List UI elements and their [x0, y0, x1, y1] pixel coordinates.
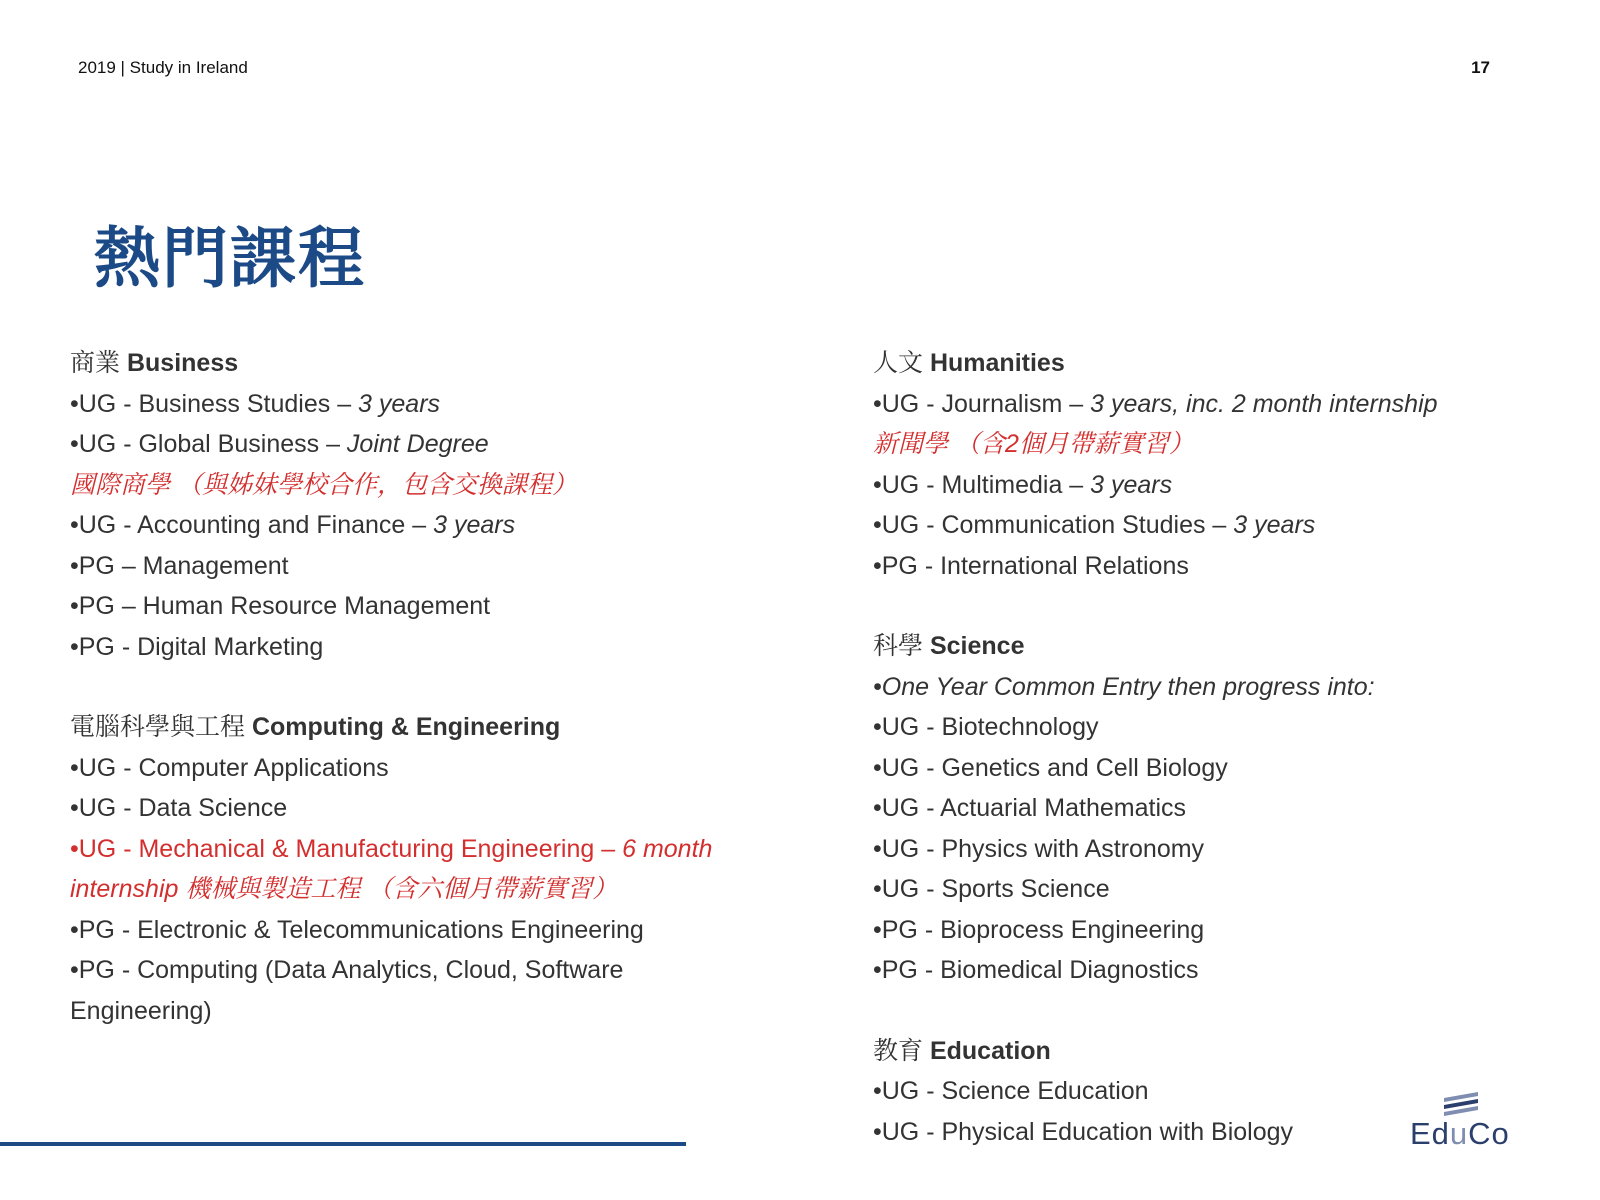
business-heading: 商業 Business: [70, 348, 239, 377]
highlight-item-continued: internship 機械與製造工程 （含六個月帶薪實習）: [70, 875, 618, 903]
page-number: 17: [1471, 58, 1490, 77]
list-item: •PG – Management: [70, 551, 289, 580]
list-item: •UG - Journalism – 3 years, inc. 2 month internship: [873, 389, 1438, 418]
list-item: •PG – Human Resource Management: [70, 592, 491, 620]
list-item-continued: Engineering): [70, 996, 212, 1025]
list-item: •UG - Physical Education with Biology: [873, 1117, 1294, 1146]
list-item: •PG - Electronic & Telecommunications Engineering: [70, 915, 644, 944]
left-column: [70, 343, 830, 1031]
list-item: •UG - Global Business – Joint Degree: [70, 430, 489, 458]
list-item: •UG - Multimedia – 3 years: [873, 470, 1173, 499]
list-item: •UG - Business Studies – 3 years: [70, 389, 441, 418]
list-item: •UG - Actuarial Mathematics: [873, 794, 1187, 822]
page-title: 熱門課程: [94, 220, 366, 297]
science-intro: •One Year Common Entry then progress into:: [873, 672, 1375, 701]
list-item: •PG - Computing (Data Analytics, Cloud, Software: [70, 956, 624, 984]
humanities-note: 新聞學 （含2個月帶薪實習）: [873, 430, 1194, 458]
header-text: 2019 | Study in Ireland: [78, 58, 248, 77]
list-item: •PG - International Relations: [873, 551, 1189, 580]
list-item: •PG - Biomedical Diagnostics: [873, 956, 1199, 984]
educo-logo: [1410, 1090, 1530, 1160]
list-item: •PG - Bioprocess Engineering: [873, 915, 1205, 944]
list-item: •UG - Genetics and Cell Biology: [873, 753, 1228, 782]
humanities-heading: 人文 Humanities: [873, 348, 1065, 377]
list-item: •UG - Computer Applications: [70, 753, 389, 782]
science-heading: 科學 Science: [873, 631, 1025, 660]
computing-heading: 電腦科學與工程 Computing & Engineering: [70, 712, 561, 741]
highlight-item: •UG - Mechanical & Manufacturing Engineering – 6 month: [70, 834, 713, 863]
list-item: •UG - Communication Studies – 3 years: [873, 511, 1316, 539]
bottom-divider: [0, 1142, 686, 1146]
logo-text: EduCo: [1410, 1116, 1510, 1151]
education-heading: 教育 Education: [873, 1035, 1051, 1065]
list-item: •UG - Physics with Astronomy: [873, 834, 1205, 863]
list-item: •PG - Digital Marketing: [70, 632, 324, 661]
list-item: •UG - Biotechnology: [873, 713, 1099, 741]
list-item: •UG - Data Science: [70, 794, 288, 822]
business-note: 國際商學 （與姊妹學校合作，包含交換課程）: [70, 470, 577, 499]
list-item: •UG - Accounting and Finance – 3 years: [70, 511, 516, 539]
list-item: •UG - Sports Science: [873, 875, 1110, 903]
list-item: •UG - Science Education: [873, 1077, 1149, 1105]
right-column: [873, 343, 1573, 1152]
